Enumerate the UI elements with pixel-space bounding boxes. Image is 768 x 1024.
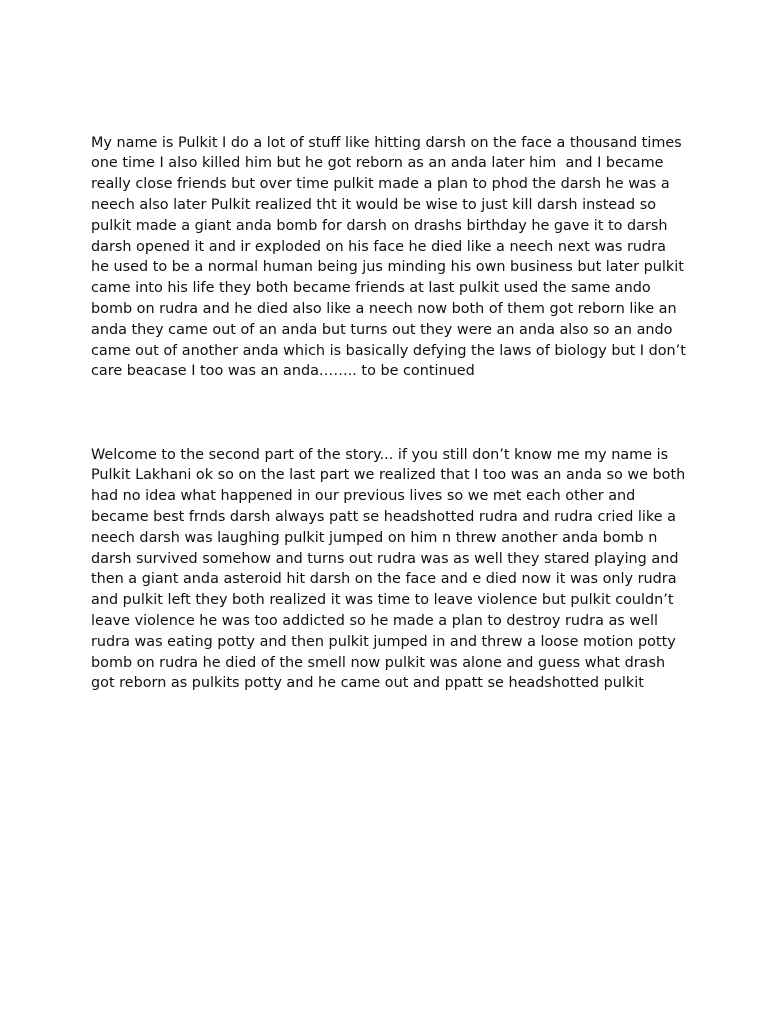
story-paragraph-2: Welcome to the second part of the story... if you still don’t know me my name is Pulkit Lakhani ok so on the last part we realized that I too was an anda so we both had no idea what happened in our previous lives so we met each other and became best frnds darsh always patt se headshotted rudra and rudra cried like a neech darsh was laughing pulkit jumped on him n threw another anda bomb n darsh survived somehow and turns out rudra was as well they stared playing and then a giant anda asteroid hit darsh on the face and e died now it was only rudra and pulkit left they both realized it was time to leave violence but pulkit couldn’t leave violence he was too addicted so he made a plan to destroy rudra as well rudra was eating potty and then pulkit jumped in and threw a loose motion potty bomb on rudra he died of the smell now pulkit was alone and guess what drash got reborn as pulkits potty and he came out and ppatt se headshotted pulkit	[91, 446, 690, 692]
document-body	[91, 91, 691, 736]
story-paragraph-1: My name is Pulkit I do a lot of stuff like hitting darsh on the face a thousand times one time I also killed him but he got reborn as an anda later him and I became really close friends but over time pulkit made a plan to phod the darsh he was a neech also later Pulkit realized tht it would be wise to just kill darsh instead so pulkit made a giant anda bomb for darsh on drashs birthday he gave it to darsh darsh opened it and ir exploded on his face he died like a neech next was rudra he used to be a normal human being jus minding his own business but later pulkit came into his life they both became friends at last pulkit used the same ando bomb on rudra and he died also like a neech now both of them got reborn like an anda they came out of an anda but turns out they were an anda also so an ando came out of another anda which is basically defying the laws of biology but I don’t care beacase I too was an anda…….. to be continued	[91, 134, 691, 380]
